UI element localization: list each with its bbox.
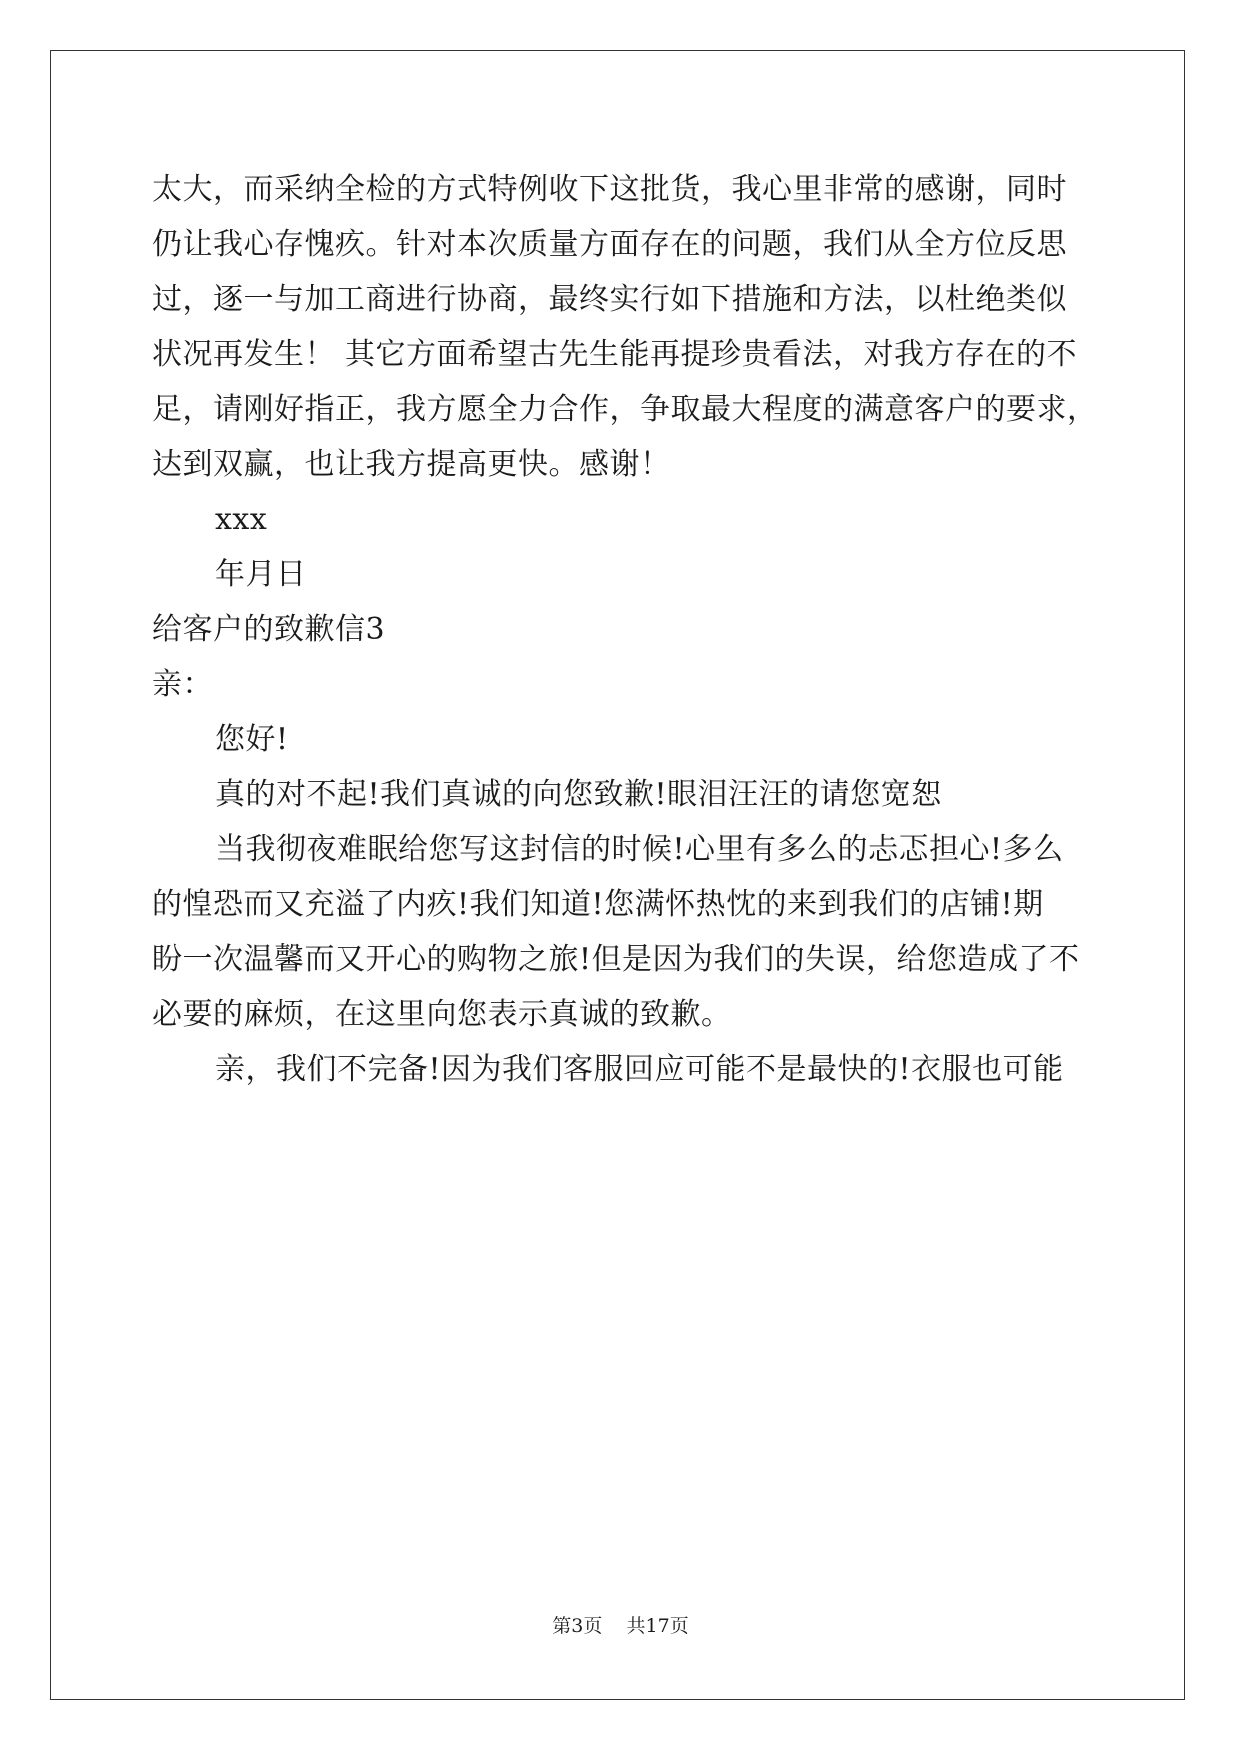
section-title: 给客户的致歉信3 [152, 612, 386, 647]
salutation: 亲： [152, 667, 213, 702]
paragraph-line: 状况再发生！ 其它方面希望古先生能再提珍贵看法，对我方存在的不 [152, 337, 1078, 372]
greeting: 您好! [215, 722, 289, 757]
paragraph-line: 达到双赢，也让我方提高更快。感谢！ [152, 447, 671, 482]
paragraph-line: 过，逐一与加工商进行协商，最终实行如下措施和方法，以杜绝类似 [152, 282, 1067, 317]
page-number: 第3页 共17页 [552, 1615, 689, 1637]
paragraph-line: 太大，而采纳全检的方式特例收下这批货，我心里非常的感谢，同时 [152, 172, 1067, 207]
paragraph-line: 足，请刚好指正，我方愿全力合作，争取最大程度的满意客户的要求， [152, 392, 1098, 427]
paragraph-line: 必要的麻烦，在这里向您表示真诚的致歉。 [152, 997, 732, 1032]
paragraph-line: 亲，我们不完备!因为我们客服回应可能不是最快的!衣服也可能 [215, 1052, 1064, 1087]
paragraph-line: 当我彻夜难眠给您写这封信的时候!心里有多么的忐忑担心!多么 [215, 832, 1064, 867]
paragraph-line: 仍让我心存愧疚。针对本次质量方面存在的问题，我们从全方位反思 [152, 227, 1067, 262]
paragraph-line: 的惶恐而又充溢了内疚!我们知道!您满怀热忱的来到我们的店铺!期 [152, 887, 1044, 922]
signature-name: xxx [215, 502, 268, 537]
paragraph-line: 盼一次温馨而又开心的购物之旅!但是因为我们的失误，给您造成了不 [152, 942, 1080, 977]
paragraph-line: 真的对不起!我们真诚的向您致歉!眼泪汪汪的请您宽恕 [215, 777, 942, 812]
signature-date: 年月日 [215, 557, 307, 592]
